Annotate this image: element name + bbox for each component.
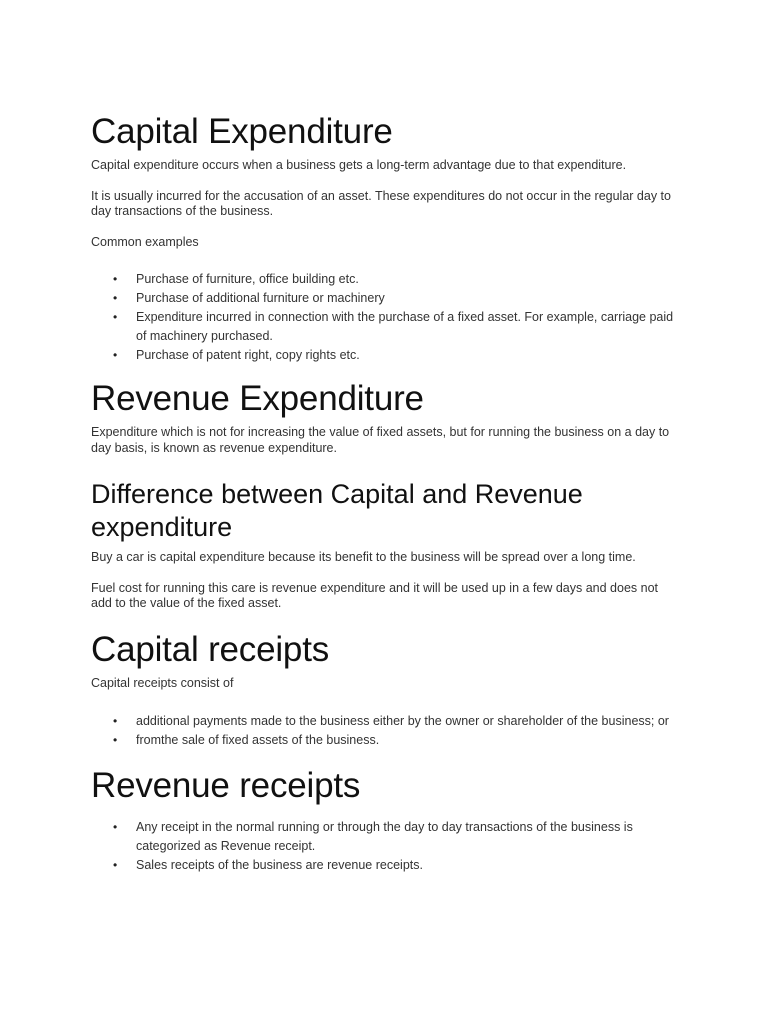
list-item-text: additional payments made to the business either by the owner or shareholder of the business; or bbox=[136, 714, 669, 728]
paragraph: Expenditure which is not for increasing the value of fixed assets, but for running the business on a day to day basis, is known as revenue expenditure. bbox=[91, 425, 670, 455]
bullet-icon: • bbox=[113, 733, 118, 747]
list-item bbox=[91, 856, 676, 875]
section-capital-receipts bbox=[91, 630, 676, 751]
list-item-text: Purchase of patent right, copy rights etc. bbox=[136, 348, 360, 362]
list-item-text: Purchase of additional furniture or machinery bbox=[136, 291, 385, 305]
paragraph: Common examples bbox=[91, 234, 199, 249]
heading-revenue-expenditure: Revenue Expenditure bbox=[91, 379, 424, 418]
heading-capital-receipts: Capital receipts bbox=[91, 629, 330, 669]
list-item bbox=[91, 818, 676, 856]
heading-difference: Difference between Capital and Revenue expenditure bbox=[91, 479, 583, 542]
bullet-icon: • bbox=[113, 310, 118, 324]
bullet-list bbox=[91, 270, 676, 365]
paragraph: Capital expenditure occurs when a business gets a long-term advantage due to that expenditure. bbox=[91, 158, 627, 172]
list-item bbox=[91, 289, 676, 308]
list-item bbox=[91, 712, 676, 731]
bullet-icon: • bbox=[113, 348, 118, 362]
list-item-text: Any receipt in the normal running or through the day to day transactions of the business is categorized as Revenue receipt. bbox=[136, 820, 633, 853]
list-item bbox=[91, 270, 676, 289]
list-item-text: Purchase of furniture, office building etc. bbox=[136, 272, 359, 286]
bullet-icon: • bbox=[113, 291, 118, 305]
list-item bbox=[91, 346, 676, 365]
paragraph: Fuel cost for running this care is revenue expenditure and it will be used up in a few days and does not add to the value of the fixed asset. bbox=[91, 580, 659, 610]
section-capital-expenditure bbox=[91, 112, 676, 365]
heading-capital-expenditure: Capital Expenditure bbox=[91, 112, 393, 151]
section-revenue-expenditure bbox=[91, 379, 676, 456]
bullet-icon: • bbox=[113, 858, 118, 872]
bullet-icon: • bbox=[113, 272, 118, 286]
paragraph: Capital receipts consist of bbox=[91, 675, 234, 690]
bullet-icon: • bbox=[113, 714, 118, 728]
paragraph: It is usually incurred for the accusation of an asset. These expenditures do not occur in the regular day to day transactions of the business. bbox=[91, 188, 671, 218]
bullet-list bbox=[91, 712, 676, 750]
list-item bbox=[91, 308, 676, 346]
bullet-icon: • bbox=[113, 820, 118, 834]
bullet-list bbox=[91, 818, 676, 875]
heading-revenue-receipts: Revenue receipts bbox=[91, 766, 361, 805]
list-item bbox=[91, 731, 676, 750]
list-item-text: fromthe sale of fixed assets of the business. bbox=[136, 733, 380, 747]
paragraph: Buy a car is capital expenditure because its benefit to the business will be spread over a long time. bbox=[91, 550, 636, 564]
section-revenue-receipts bbox=[91, 766, 676, 875]
list-item-text: Expenditure incurred in connection with the purchase of a fixed asset. For example, carriage paid of machinery purchased. bbox=[136, 310, 674, 343]
list-item-text: Sales receipts of the business are revenue receipts. bbox=[136, 858, 423, 872]
section-difference bbox=[91, 478, 676, 612]
